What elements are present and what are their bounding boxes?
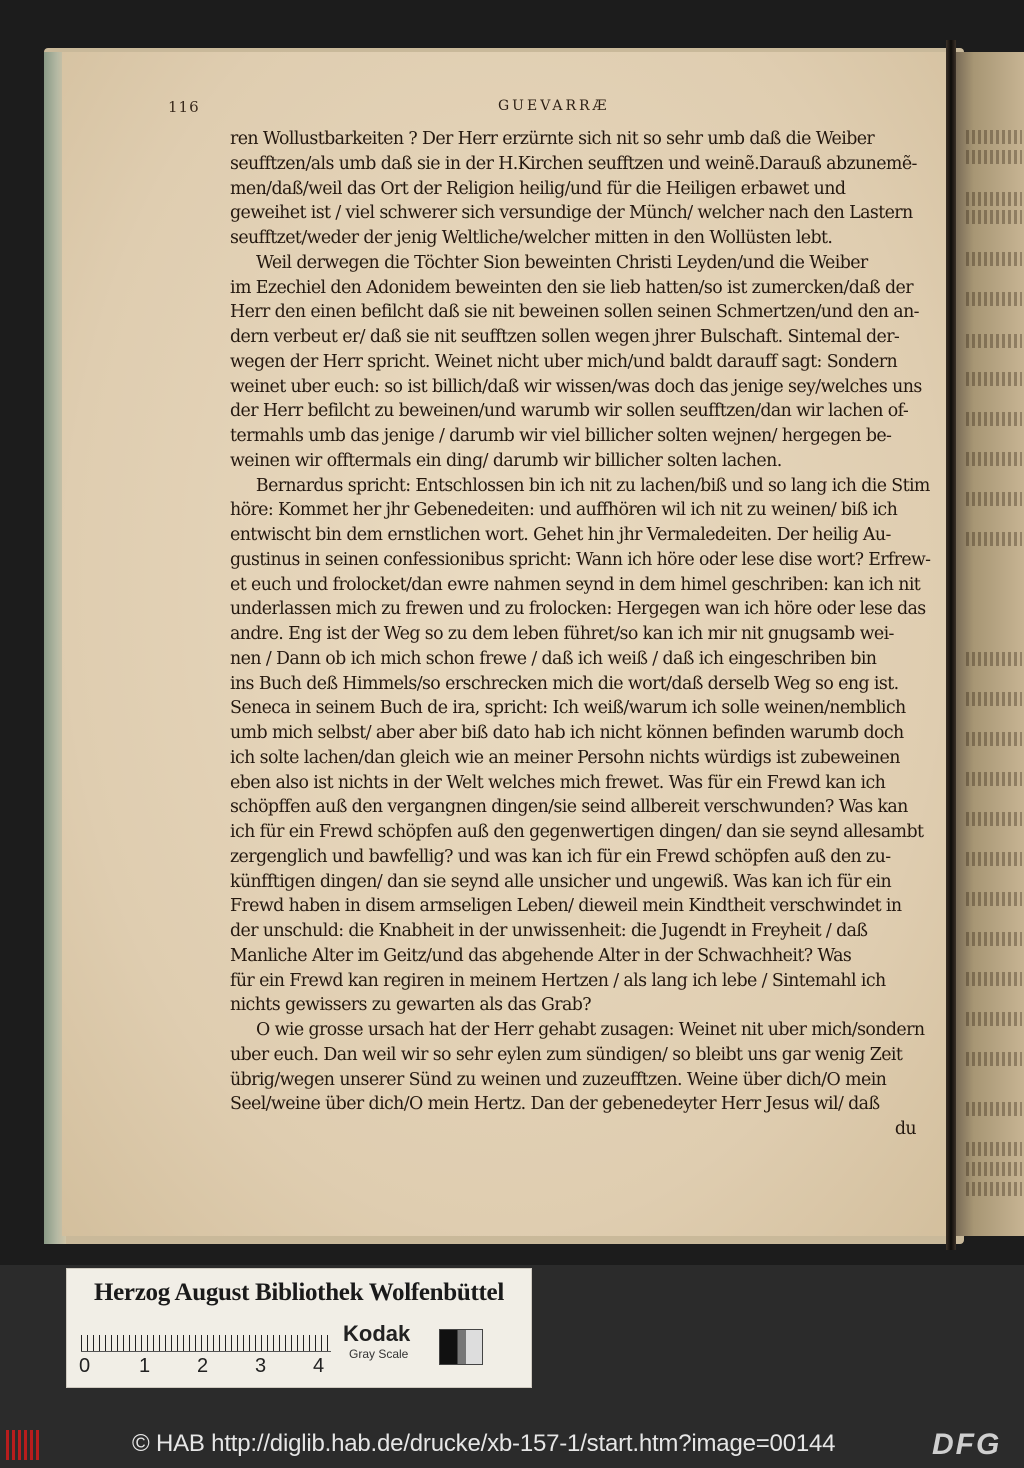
- facing-page-text-fragment: [966, 1142, 1022, 1156]
- facing-page-text-fragment: [966, 1162, 1022, 1176]
- ruler-number: 4: [313, 1355, 325, 1377]
- book-gutter: [946, 40, 956, 1250]
- text-line: höre: Kommet her jhr Gebenedeiten: und auffhören wil ich nit zu weinen/ biß ich: [230, 500, 898, 521]
- facing-page-text-fragment: [966, 692, 1022, 706]
- facing-page-text-fragment: [966, 150, 1022, 164]
- text-line: weinet uber euch: so ist billich/daß wir wissen/was doch das jenige sey/welches uns: [230, 376, 922, 397]
- running-head: [168, 98, 928, 120]
- facing-page-text-fragment: [966, 130, 1022, 144]
- text-line: ins Buch deß Himmels/so erschrecken mich die wort/daß derselb Weg so eng ist.: [230, 673, 899, 694]
- text-line: men/daß/weil das Ort der Religion heilig/und für die Heiligen erbawet und: [230, 178, 846, 199]
- text-line: seufftzen/als umb daß sie in der H.Kirchen seufftzen und weinẽ.Darauß abzunemẽ-: [230, 153, 917, 174]
- kodak-logo: Kodak: [343, 1321, 411, 1346]
- text-line: Herr den einen befilcht daß sie nit beweinen sollen seinen Schmertzen/und den an-: [230, 302, 919, 323]
- ruler-number: 2: [197, 1355, 209, 1377]
- page-number: 116: [168, 98, 200, 116]
- text-line: termahls umb das jenige / darumb wir viel billicher solten wejnen/ hergegen be-: [230, 426, 892, 446]
- facing-page-text-fragment: [966, 532, 1022, 546]
- text-line: Frewd haben in disem armseligen Leben/ dieweil mein Kindtheit verschwindet in: [230, 896, 902, 917]
- text-line: andre. Eng ist der Weg so zu dem leben führet/so kan ich mir nit gnugsamb wei-: [230, 624, 894, 644]
- facing-page-text-fragment: [966, 812, 1022, 826]
- ruler-number: 1: [139, 1355, 151, 1377]
- text-line: umb mich selbst/ aber aber biß dato hab ich nicht können befinden warumb doch: [230, 723, 904, 743]
- facing-page-text-fragment: [966, 1182, 1022, 1196]
- facing-page-fragment: [952, 52, 1024, 1236]
- facing-page-text-fragment: [966, 732, 1022, 746]
- facing-page-text-fragment: [966, 932, 1022, 946]
- copyright-link[interactable]: © HAB http://diglib.hab.de/drucke/xb-157-1/start.htm?image=00144: [132, 1430, 836, 1457]
- text-line: O wie grosse ursach hat der Herr gehabt zusagen: Weinet nit uber mich/sondern: [256, 1020, 925, 1040]
- facing-page-text-fragment: [966, 492, 1022, 506]
- text-line: entwischt bin dem ernstlichen wort. Gehet hin jhr Vermaledeiten. Der heilig Au-: [230, 525, 891, 545]
- header-title: GUEVARRÆ: [498, 98, 610, 114]
- facing-page-text-fragment: [966, 210, 1022, 224]
- facing-page-text-fragment: [966, 252, 1022, 266]
- facing-page-text-fragment: [966, 972, 1022, 986]
- text-line: der unschuld: die Knabheit in der unwissenheit: die Jugendt in Freyheit / daß: [230, 921, 868, 941]
- text-line: zergenglich und bawfellig? und was kan ich für ein Frewd schöpfen auß den zu-: [230, 846, 891, 867]
- facing-page-text-fragment: [966, 452, 1022, 466]
- text-line: schöpffen auß den vergangnen dingen/sie seind allbereit verschwunden? Was kan: [230, 797, 908, 818]
- text-line: et euch und frolocket/dan ewre nahmen seynd in dem himel geschriben: kan ich nit: [230, 574, 921, 595]
- gray-scale-patch: [439, 1329, 483, 1365]
- text-line: übrig/wegen unserer Sünd zu weinen und zuzeufftzen. Weine über dich/O mein: [230, 1069, 887, 1090]
- facing-page-text-fragment: [966, 372, 1022, 386]
- facing-page-text-fragment: [966, 772, 1022, 786]
- library-name: Herzog August Bibliothek Wolfenbüttel: [93, 1279, 504, 1306]
- ruler-number: 0: [79, 1355, 91, 1377]
- text-line: dern verbeut er/ daß sie nit seufftzen sollen wegen jhrer Bulschaft. Sintemal der-: [230, 327, 900, 347]
- body-text: [230, 127, 930, 1142]
- text-line: Seneca in seinem Buch de ira, spricht: Ich weiß/warum ich solle weinen/nemblich: [230, 698, 906, 719]
- text-line: gustinus in seinen confessionibus spricht: Wann ich höre oder lese dise wort? Erfrew-: [230, 549, 931, 570]
- facing-page-text-fragment: [966, 1052, 1022, 1066]
- text-line: nichts gewissers zu gewarten als das Grab?: [230, 995, 591, 1016]
- facing-page-text-fragment: [966, 652, 1022, 666]
- calibration-card: [66, 1268, 532, 1388]
- catchword: du: [894, 1119, 916, 1139]
- facing-page-text-fragment: [966, 192, 1022, 206]
- text-line: seufftzet/weder der jenig Weltliche/welcher mitten in den Wollüsten lebt.: [230, 228, 833, 248]
- text-line: uber euch. Dan weil wir so sehr eylen zum sündigen/ so bleibt uns gar wenig Zeit: [230, 1044, 903, 1065]
- text-line: Manliche Alter im Geitz/und das abgehende Alter in der Schwachheit? Was: [230, 945, 852, 966]
- gray-scale-label: Gray Scale: [349, 1347, 409, 1361]
- text-line: Bernardus spricht: Entschlossen bin ich nit zu lachen/biß und so lang ich die Stim: [255, 475, 930, 496]
- facing-page-text-fragment: [966, 292, 1022, 306]
- text-line: für ein Frewd kan regiren in meinem Hertzen / als lang ich lebe / Sintemahl ich: [230, 970, 886, 991]
- text-line: weinen wir offtermals ein ding/ darumb wir billicher solten lachen.: [230, 450, 782, 471]
- facing-page-text-fragment: [966, 1012, 1022, 1026]
- text-line: underlassen mich zu frewen und zu frolocken: Hergegen wan ich höre oder lese das: [230, 599, 926, 620]
- text-line: ren Wollustbarkeiten ? Der Herr erzürnte sich nit so sehr umb daß die Weiber: [230, 129, 875, 149]
- text-line: Weil derwegen die Töchter Sion beweinten Christi Leyden/und die Weiber: [256, 252, 868, 273]
- text-line: der Herr befilcht zu beweinen/und warumb wir sollen seufftzen/dan wir lachen of-: [230, 401, 909, 422]
- facing-page-text-fragment: [966, 852, 1022, 866]
- scale-ruler: [81, 1321, 331, 1352]
- facing-page-text-fragment: [966, 892, 1022, 906]
- facing-page-text-fragment: [966, 334, 1022, 348]
- ruler-number: 3: [255, 1355, 267, 1377]
- dfg-logo: DFG: [932, 1428, 1002, 1461]
- hab-logo-icon: [6, 1430, 42, 1460]
- text-line: im Ezechiel den Adonidem beweinten den sie lieb hatten/so ist zumercken/daß der: [230, 277, 913, 298]
- facing-page-text-fragment: [966, 412, 1022, 426]
- text-line: eben also ist nichts in der Welt welches mich frewet. Was für ein Frewd kan ich: [230, 772, 886, 793]
- facing-page-text-fragment: [966, 1102, 1022, 1116]
- text-line: ich solte lachen/dan gleich wie an meiner Persohn nichts würdigs ist zubeweinen: [230, 747, 900, 768]
- text-line: Seel/weine über dich/O mein Hertz. Dan der gebenedeyter Herr Jesus wil/ daß: [230, 1094, 880, 1115]
- text-line: nen / Dann ob ich mich schon frewe / daß ich weiß / daß ich eingeschriben bin: [230, 648, 877, 669]
- text-line: ich für ein Frewd schöpfen auß den gegenwertigen dingen/ dan sie seynd allesambt: [230, 822, 924, 842]
- text-line: wegen der Herr spricht. Weinet nicht uber mich/und baldt darauff sagt: Sondern: [230, 351, 898, 372]
- text-line: künfftigen dingen/ dan sie seynd alle unsicher und ungewiß. Was kan ich für ein: [230, 871, 892, 892]
- text-line: geweihet ist / viel schwerer sich versundige der Münch/ welcher nach den Lastern: [230, 203, 913, 224]
